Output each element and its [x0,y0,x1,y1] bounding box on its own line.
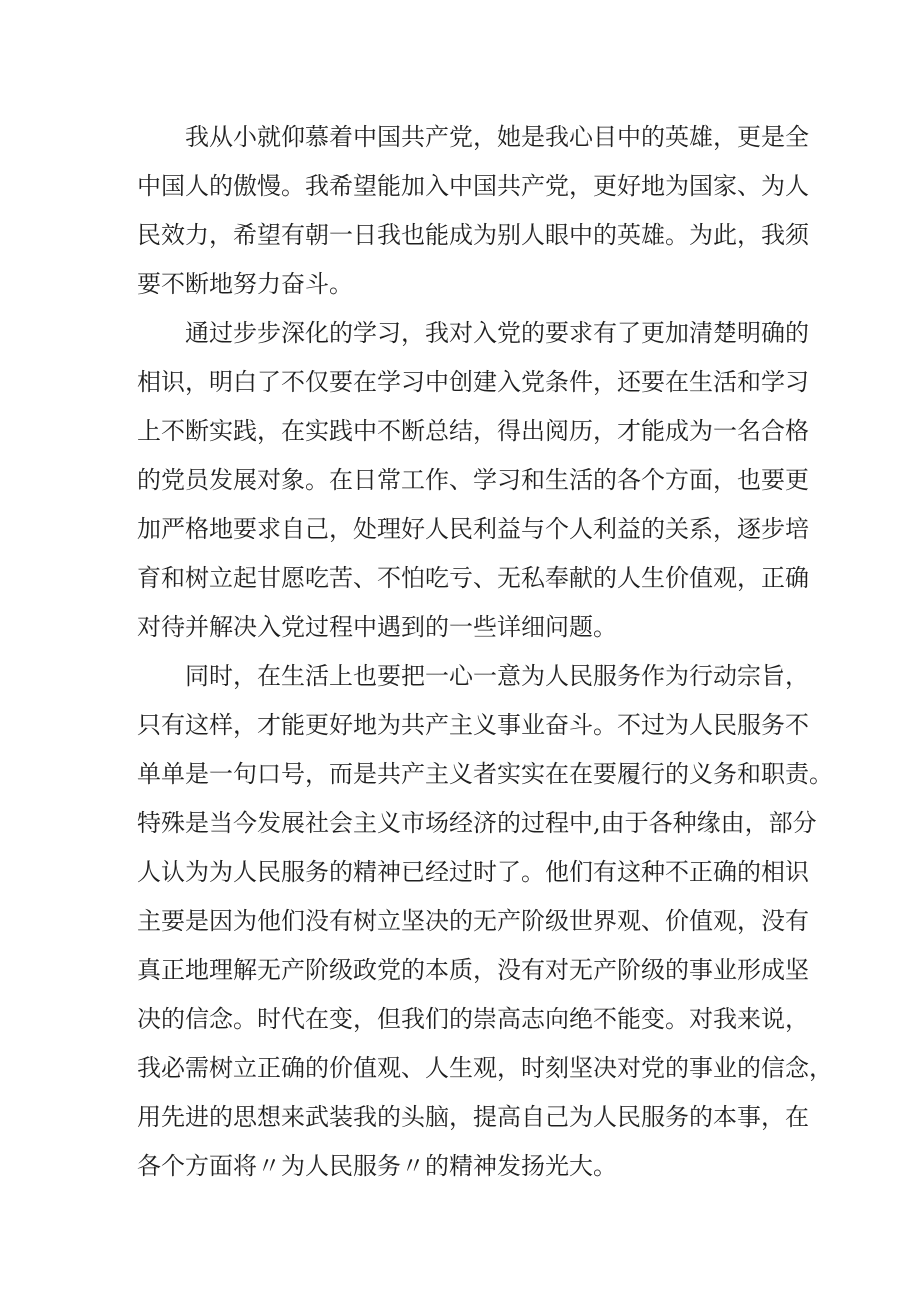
paragraph-line: 对待并解决入党过程中遇到的一些详细问题。 [137,613,617,641]
paragraph-line: 单单是一句口号，而是共产主义者实实在在要履行的义务和职责。 [137,760,833,788]
paragraph-line: 主要是因为他们没有树立坚决的无产阶级世界观、价值观，没有 [137,907,809,935]
paragraph-line: 人认为为人民服务的精神已经过时了。他们有这种不正确的相识 [137,858,809,886]
paragraph-line: 我从小就仰慕着中国共产党，她是我心目中的英雄，更是全 [185,123,809,151]
paragraph-line: 决的信念。时代在变，但我们的崇高志向绝不能变。对我来说， [137,1005,809,1033]
paragraph-line: 用先进的思想来武装我的头脑，提高自己为人民服务的本事，在 [137,1103,809,1131]
paragraph-line: 同时，在生活上也要把一心一意为人民服务作为行动宗旨， [185,662,809,690]
paragraph-line: 只有这样，才能更好地为共产主义事业奋斗。不过为人民服务不 [137,711,809,739]
paragraph-line: 要不断地努力奋斗。 [137,270,353,298]
paragraph-line: 特殊是当今发展社会主义市场经济的过程中,由于各种缘由，部分 [137,809,817,837]
paragraph-line: 中国人的傲慢。我希望能加入中国共产党，更好地为国家、为人 [137,172,809,200]
paragraph-line: 各个方面将〃为人民服务〃的精神发扬光大。 [137,1152,617,1180]
paragraph-line: 我必需树立正确的价值观、人生观，时刻坚决对党的事业的信念， [137,1054,833,1082]
paragraph-line: 上不断实践，在实践中不断总结，得出阅历，才能成为一名合格 [137,417,809,445]
paragraph-line: 育和树立起甘愿吃苦、不怕吃亏、无私奉献的人生价值观，正确 [137,564,809,592]
paragraph-3 [137,652,833,1191]
paragraph-line: 的党员发展对象。在日常工作、学习和生活的各个方面，也要更 [137,466,809,494]
paragraph-line: 民效力，希望有朝一日我也能成为别人眼中的英雄。为此，我须 [137,221,809,249]
paragraph-line: 真正地理解无产阶级政党的本质，没有对无产阶级的事业形成坚 [137,956,809,984]
paragraph-line: 加严格地要求自己，处理好人民利益与个人利益的关系，逐步培 [137,515,809,543]
paragraph-line: 通过步步深化的学习，我对入党的要求有了更加清楚明确的 [185,319,809,347]
document-body [137,113,833,1191]
paragraph-1 [137,113,809,309]
paragraph-2 [137,309,809,652]
paragraph-line: 相识，明白了不仅要在学习中创建入党条件，还要在生活和学习 [137,368,809,396]
